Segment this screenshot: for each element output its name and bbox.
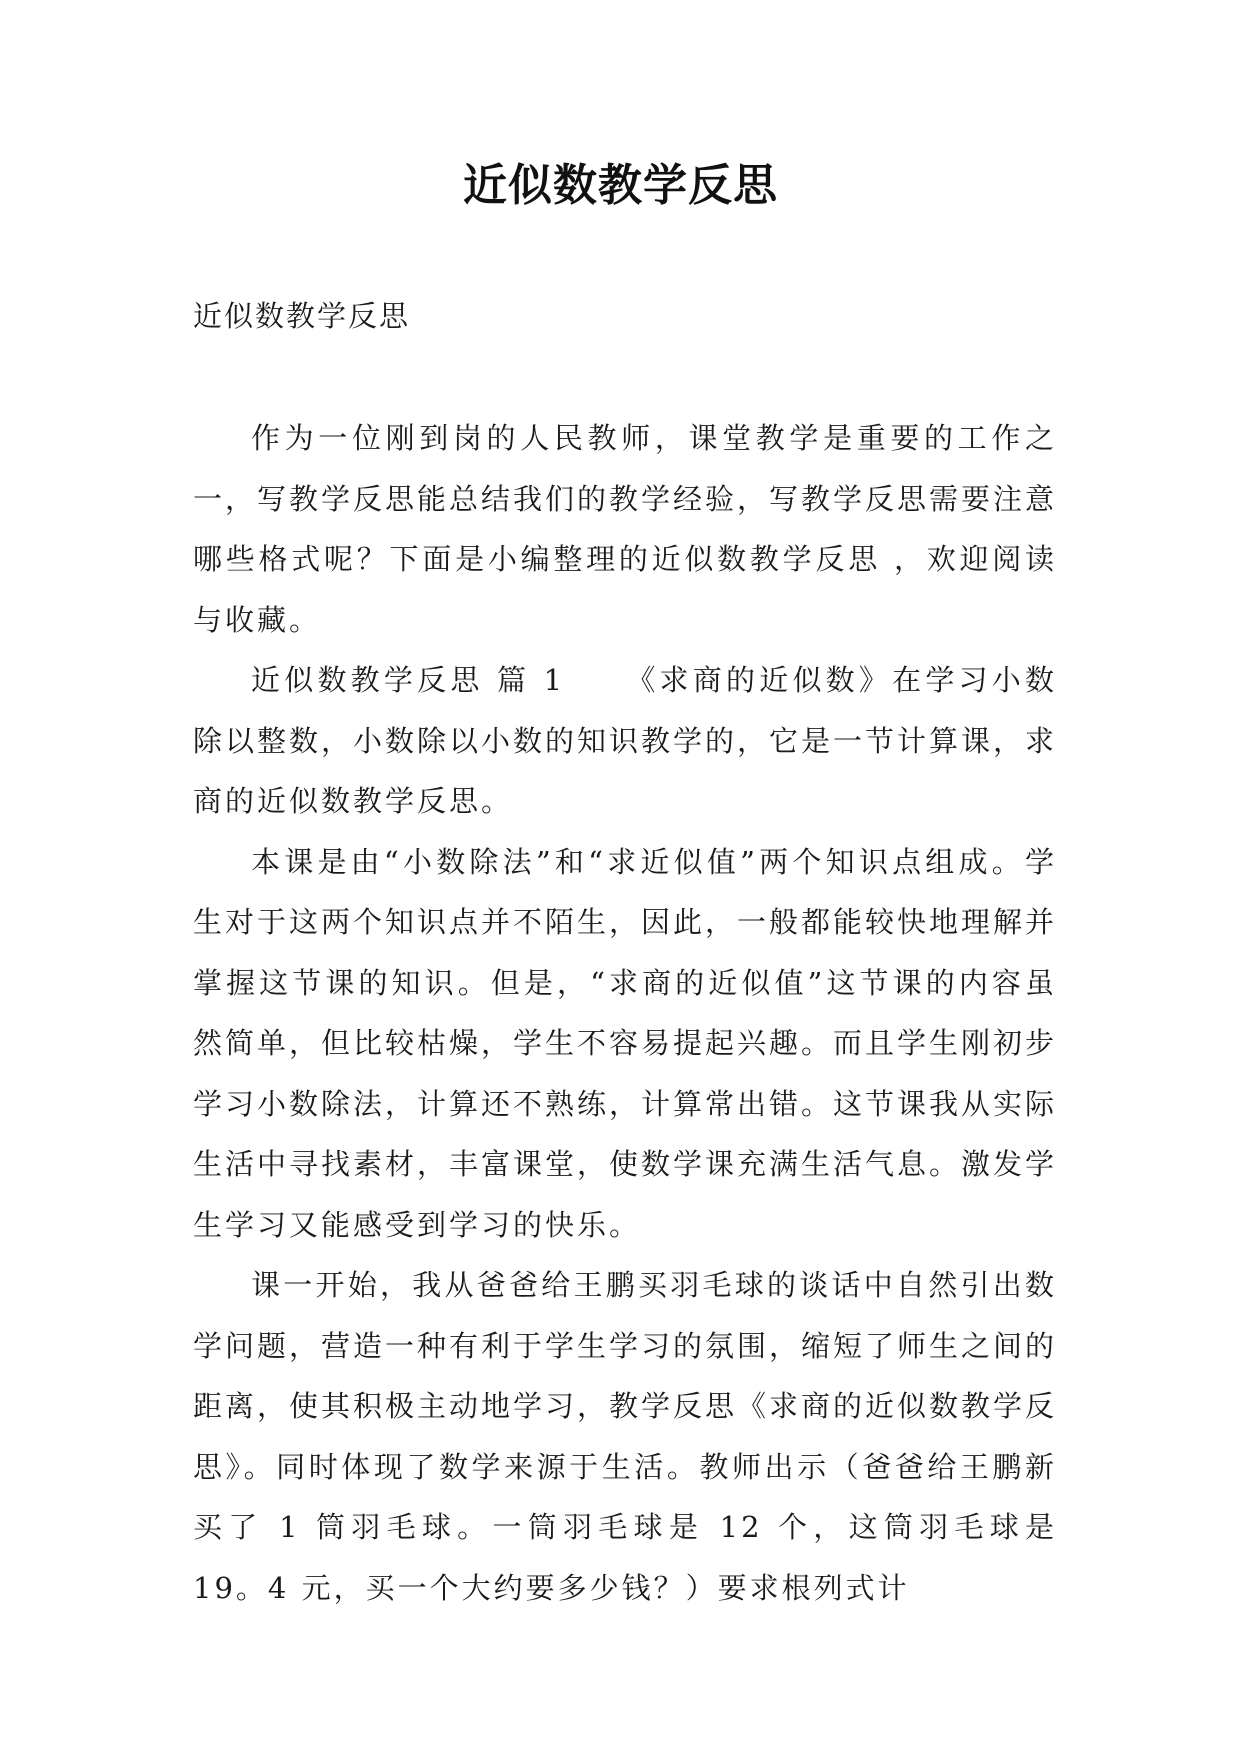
paragraph-text: 作为一位刚到岗的人民教师，课堂教学是重要的工作之一，写教学反思能总结我们的教学经验，写教学反思需要注意哪些格式呢？下面是小编整理的近似数教学反思 ，欢迎阅读与收藏。 bbox=[193, 421, 1058, 637]
paragraph-text: 课一开始，我从爸爸给王鹏买羽毛球的谈话中自然引出数学问题，营造一种有利于学生学习的氛围，缩短了师生之间的距离，使其积极主动地学习，教学反思《求商的近似数教学反思》。同时体现了数学来源于生活。教师出示（爸爸给王鹏新买了 1 筒羽毛球。一筒羽毛球是 12 个，这筒羽毛球是 19。4 元，买一个大约要多少钱？）要求根列式计 bbox=[193, 1268, 1058, 1605]
paragraph-text: 本课是由“小数除法”和“求近似值”两个知识点组成。学生对于这两个知识点并不陌生，因此，一般都能较快地理解并掌握这节课的知识。但是，“求商的近似值”这节课的内容虽然简单，但比较枯燥，学生不容易提起兴趣。而且学生刚初步学习小数除法，计算还不熟练，计算常出错。这节课我从实际生活中寻找素材，丰富课堂，使数学课充满生活气息。激发学生学习又能感受到学习的快乐。 bbox=[193, 844, 1058, 1242]
document-body bbox=[193, 408, 1057, 1618]
paragraph-text: 《求商的近似数》在学习小数除以整数，小数除以小数的知识教学的，它是一节计算课，求商的近似数教学反思。 bbox=[193, 663, 1058, 818]
paragraph bbox=[193, 1255, 1057, 1618]
paragraph bbox=[193, 650, 1057, 832]
paragraph bbox=[193, 832, 1057, 1256]
document-title: 近似数教学反思 bbox=[463, 160, 778, 211]
paragraph bbox=[193, 408, 1057, 650]
document-subtitle: 近似数教学反思 bbox=[193, 299, 411, 333]
section-heading: 近似数教学反思 篇 1 bbox=[251, 663, 566, 697]
